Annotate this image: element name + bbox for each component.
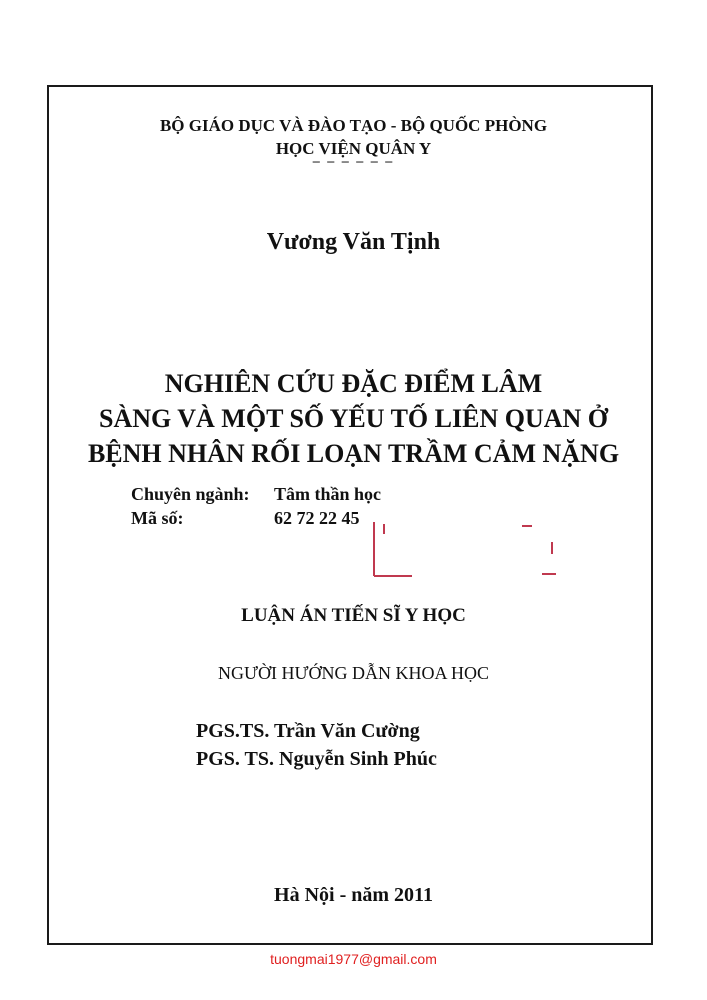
code-value: 62 72 22 45 (274, 508, 360, 528)
heading-separator: – – – – – – (312, 154, 395, 169)
thesis-title-line-1: NGHIÊN CỨU ĐẶC ĐIỂM LÂM (164, 369, 543, 398)
thesis-title-line-2: SÀNG VÀ MỘT SỐ YẾU TỐ LIÊN QUAN Ở (98, 404, 609, 433)
library-stamp (372, 520, 556, 578)
code-label: Mã số: (131, 508, 184, 528)
advisor-heading: NGƯỜI HƯỚNG DẪN KHOA HỌC (218, 663, 489, 683)
academy-heading: HỌC VIỆN QUÂN Y (275, 139, 432, 158)
author-name: Vương Văn Tịnh (266, 229, 441, 255)
ministry-heading: BỘ GIÁO DỤC VÀ ĐÀO TẠO - BỘ QUỐC PHÒNG (159, 116, 548, 135)
advisor-2: PGS. TS. Nguyễn Sinh Phúc (196, 748, 437, 770)
specialty-label: Chuyên ngành: (131, 484, 250, 504)
degree-title: LUẬN ÁN TIẾN SĨ Y HỌC (241, 605, 466, 626)
specialty-value: Tâm thần học (274, 484, 382, 504)
thesis-title-line-3: BỆNH NHÂN RỐI LOẠN TRẦM CẢM NẶNG (87, 439, 620, 468)
place-and-year: Hà Nội - năm 2011 (274, 884, 433, 906)
footer-email: tuongmai1977@gmail.com (270, 951, 437, 967)
advisor-1: PGS.TS. Trần Văn Cường (196, 720, 420, 742)
